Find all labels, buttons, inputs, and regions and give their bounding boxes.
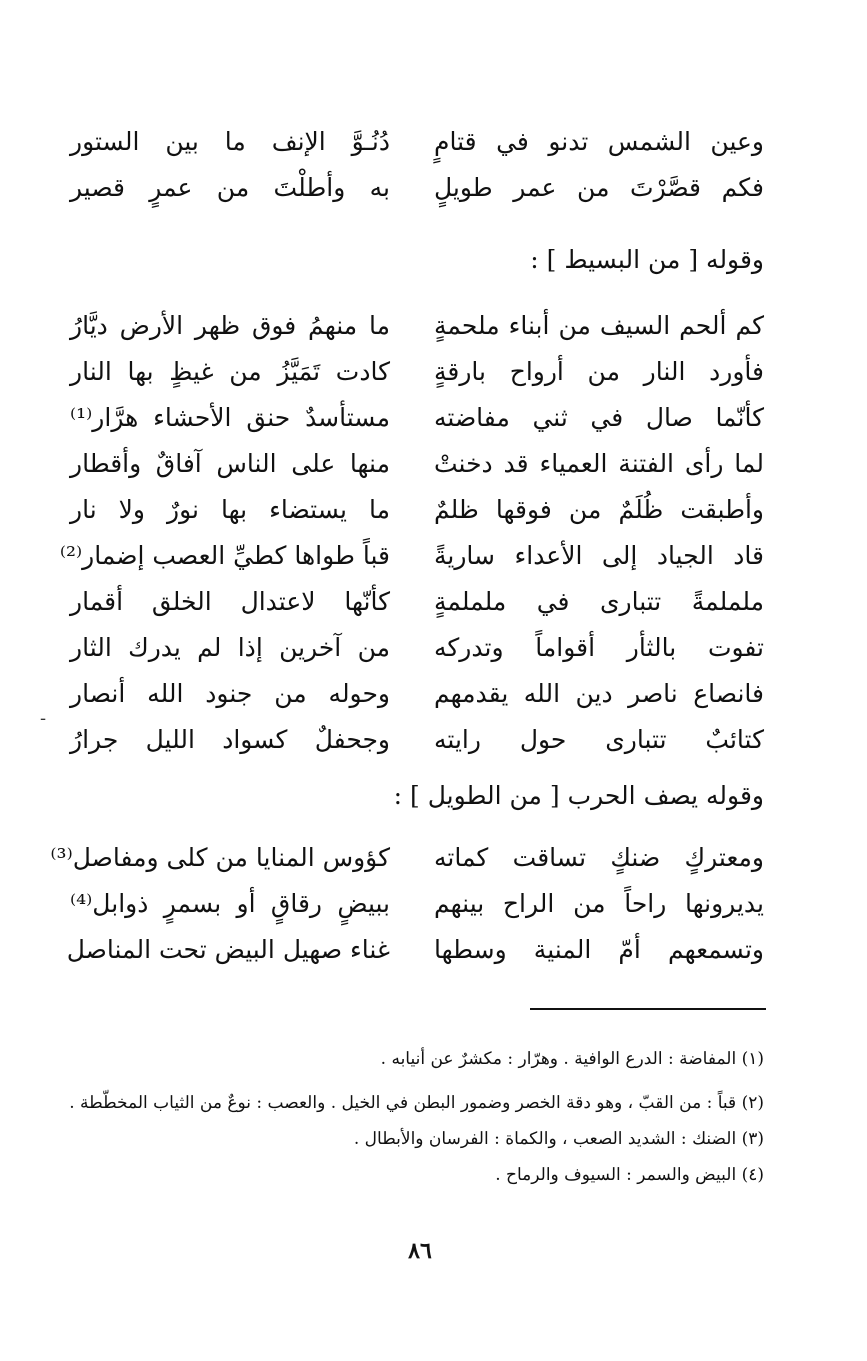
footnote-divider	[530, 1008, 766, 1010]
first-hemistich: فكم قصَّرْتَ من عمر طويلٍ	[434, 173, 764, 202]
first-hemistich: فأورد النار من أرواح بارقةٍ	[434, 357, 764, 386]
first-hemistich: وأطبقت ظُلَمٌ من فوقها ظلمٌ	[434, 495, 764, 524]
second-hemistich: وحوله من جنود الله أنصار	[70, 679, 390, 708]
verse-line	[0, 440, 867, 488]
second-hemistich: قباً طواها كطيِّ العصب إضمار⁽²⁾	[59, 541, 390, 570]
footnote: (٣) الضنك : الشديد الصعب ، والكماة : الفرسان والأبطال .	[353, 1129, 764, 1149]
verse-line	[0, 716, 867, 764]
section-heading: وقوله [ من البسيط ] :	[530, 245, 764, 274]
section-heading: وقوله يصف الحرب [ من الطويل ] :	[393, 781, 764, 810]
verse-line	[0, 164, 867, 212]
first-hemistich: تفوت بالثأر أقواماً وتدركه	[434, 633, 764, 662]
second-hemistich: كادت تَمَيَّزُ من غيظٍ بها النار	[70, 357, 390, 386]
second-hemistich: ما منهمُ فوق ظهر الأرض ديَّارُ	[70, 311, 390, 340]
verse-line	[0, 880, 867, 928]
second-hemistich: غناء صهيل البيض تحت المناصل	[66, 935, 390, 964]
footnote: (٢) قباً : من القبّ ، وهو دقة الخصر وضمور البطن في الخيل . والعصب : نوعٌ من الثياب المخطّطة .	[69, 1093, 764, 1113]
verse-line	[0, 118, 867, 166]
verse-line	[0, 348, 867, 396]
second-hemistich: ما يستضاء بها نورٌ ولا نار	[70, 495, 390, 524]
verse-line	[0, 486, 867, 534]
first-hemistich: كم ألحم السيف من أبناء ملحمةٍ	[434, 311, 764, 340]
verse-line	[0, 624, 867, 672]
second-hemistich: كؤوس المنايا من كلى ومفاصل⁽³⁾	[50, 843, 390, 872]
verse-line	[0, 302, 867, 350]
verse-line	[0, 834, 867, 882]
footnote: (١) المفاضة : الدرع الوافية . وهرّار : مكشرٌ عن أنيابه .	[380, 1049, 764, 1069]
first-hemistich: قاد الجياد إلى الأعداء ساريةً	[434, 541, 764, 570]
first-hemistich: فانصاع ناصر دين الله يقدمهم	[434, 679, 764, 708]
verse-line	[0, 578, 867, 626]
page-number: ٨٦	[408, 1238, 432, 1264]
verse-line	[0, 670, 867, 718]
footnote: (٤) البيض والسمر : السيوف والرماح .	[495, 1165, 764, 1185]
first-hemistich: وعين الشمس تدنو في قتامٍ	[434, 127, 764, 156]
second-hemistich: ببيضٍ رقاقٍ أو بسمرٍ ذوابل⁽⁴⁾	[70, 889, 390, 918]
second-hemistich: من آخرين إذا لم يدرك الثار	[70, 633, 390, 662]
first-hemistich: كتائبٌ تتبارى حول رايته	[434, 725, 764, 754]
first-hemistich: يديرونها راحاً من الراح بينهم	[434, 889, 764, 918]
first-hemistich: ومعتركٍ ضنكٍ تساقت كماته	[434, 843, 764, 872]
second-hemistich: دُنُـوَّ الإنف ما بين الستور	[70, 127, 390, 156]
verse-line	[0, 394, 867, 442]
verse-line	[0, 532, 867, 580]
second-hemistich: وجحفلٌ كسواد الليل جرارُ	[70, 725, 390, 754]
second-hemistich: منها على الناس آفاقٌ وأقطار	[70, 449, 390, 478]
second-hemistich: به وأطلْتَ من عمرٍ قصير	[70, 173, 390, 202]
second-hemistich: مستأسدٌ حنق الأحشاء هرَّار⁽¹⁾	[70, 403, 390, 432]
second-hemistich: كأنّها لاعتدال الخلق أقمار	[70, 587, 390, 616]
first-hemistich: ململمةً تتبارى في ململمةٍ	[434, 587, 764, 616]
first-hemistich: لما رأى الفتنة العمياء قد دخنتْ	[434, 449, 764, 478]
first-hemistich: وتسمعهم أمّ المنية وسطها	[434, 935, 764, 964]
verse-line	[0, 926, 867, 974]
margin-mark: -	[40, 708, 47, 729]
first-hemistich: كأنّما صال في ثني مفاضته	[434, 403, 764, 432]
